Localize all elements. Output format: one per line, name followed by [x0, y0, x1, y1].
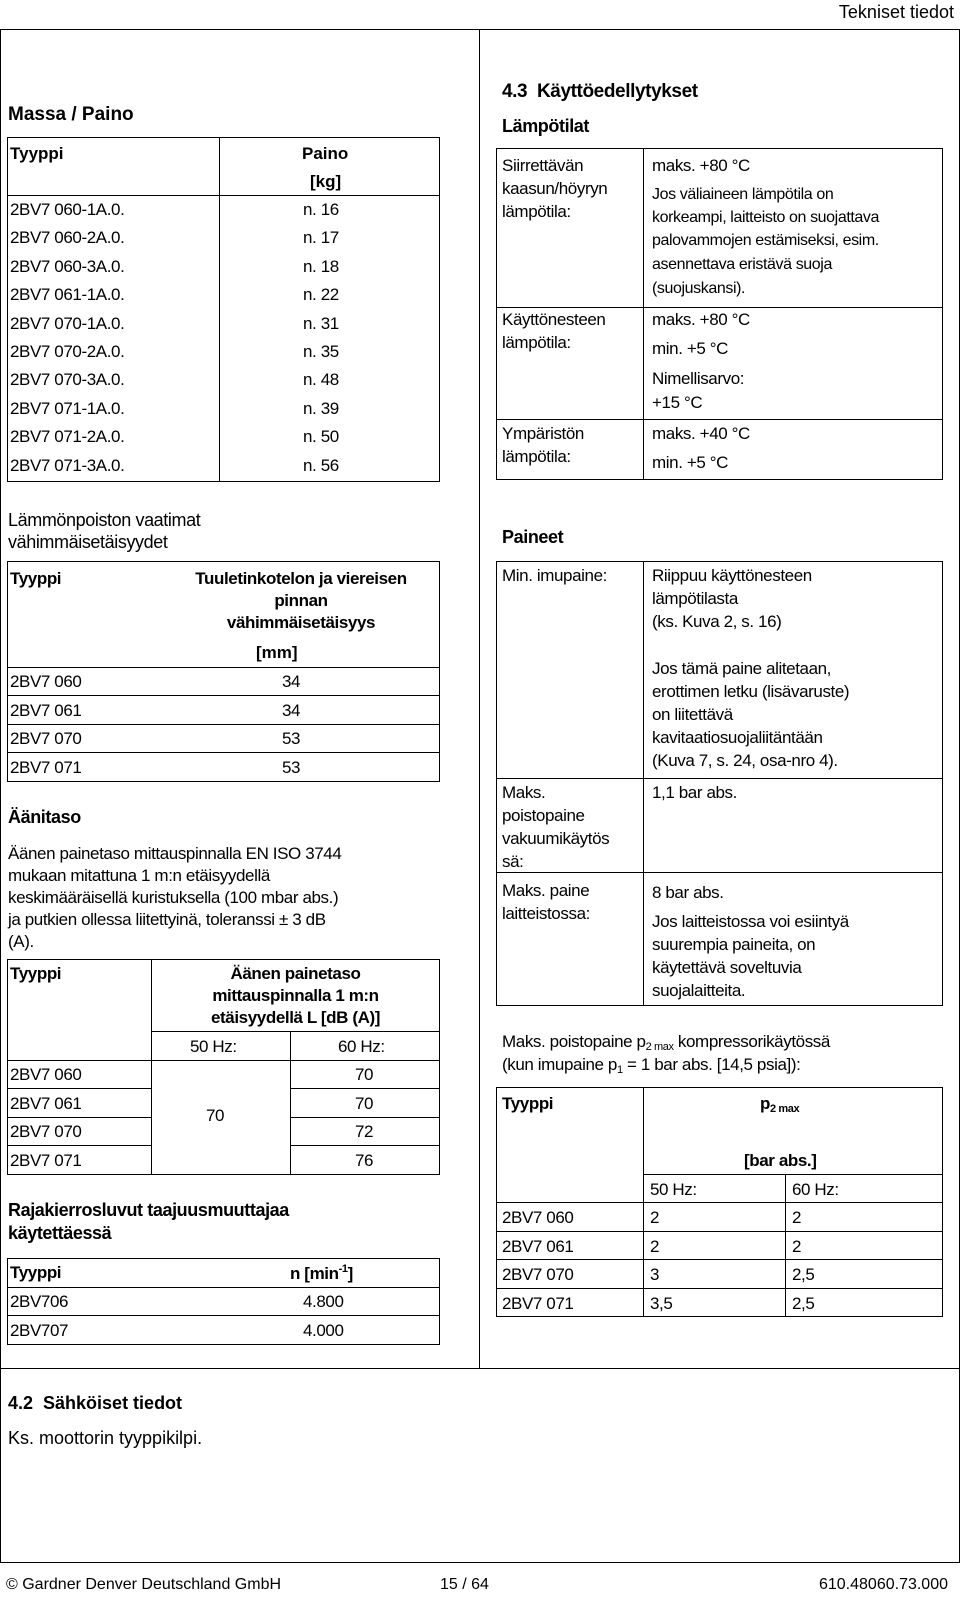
gas-note-4: asennettava eristävä suoja	[652, 256, 832, 273]
mass-row-type: 2BV7 071-1A.0.	[10, 398, 125, 418]
op-label-2: lämpötila:	[502, 333, 571, 352]
p2-col-type: Tyyppi	[502, 1094, 554, 1113]
env-min: min. +5 °C	[652, 453, 729, 472]
p2max-line-1: Maks. poistopaine $p_{2 max}$ kompressorikäytössä	[502, 1032, 830, 1053]
mass-col-weight: Paino	[302, 144, 349, 163]
speed-row-type: 2BV706	[10, 1292, 69, 1311]
cooling-col-dist-2: pinnan	[274, 591, 328, 610]
footer-docnum: 610.48060.73.000	[818, 1576, 948, 1593]
noise-row-type: 2BV7 060	[10, 1065, 82, 1084]
mass-col-unit: [kg]	[310, 172, 342, 191]
speed-col-n: n $[\min^{-1}]$	[290, 1263, 353, 1283]
cooling-row-type: 2BV7 060	[10, 672, 82, 691]
noise-col-head-1: Äänen painetaso	[230, 964, 361, 983]
p2-row-type: 2BV7 061	[502, 1236, 574, 1256]
mass-row-type: 2BV7 071-3A.0.	[10, 455, 125, 475]
noise-para-2: mukaan mitattuna 1 m:n etäisyydellä	[8, 866, 270, 885]
op-label-1: Käyttönesteen	[502, 310, 606, 329]
sys-note-1: Jos laitteistossa voi esiintyä	[652, 912, 849, 931]
mass-row-weight: n. 18	[303, 256, 339, 276]
p2-row-type: 2BV7 071	[502, 1293, 574, 1313]
env-max: maks. +40 °C	[652, 424, 750, 443]
mass-row-type: 2BV7 070-2A.0.	[10, 342, 125, 361]
speed-row-value: 4.800	[303, 1292, 344, 1311]
mass-heading: Massa / Paino	[8, 104, 134, 125]
mass-row-weight: n. 17	[303, 228, 339, 248]
p2-col-50hz: 50 Hz:	[650, 1180, 697, 1199]
gas-label-3: lämpötila:	[502, 202, 571, 221]
cooling-row-value: 53	[282, 729, 301, 749]
footer-page: 15 / 64	[440, 1576, 489, 1593]
p2-col-p: $p_{2 max}$	[760, 1094, 800, 1115]
min-pressure-val-3: (ks. Kuva 2, s. 16)	[652, 612, 782, 631]
mass-row-type: 2BV7 061-1A.0.	[10, 285, 125, 305]
p2-row-type: 2BV7 060	[502, 1208, 574, 1227]
cooling-heading-2: vähimmäisetäisyydet	[8, 532, 168, 552]
p2-row-60hz: 2	[792, 1208, 802, 1227]
env-label-1: Ympäristön	[502, 424, 584, 443]
vac-value: 1,1 bar abs.	[652, 783, 737, 802]
mass-row-weight: n. 35	[303, 342, 339, 361]
cooling-row-value: 34	[282, 700, 301, 720]
mass-row-type: 2BV7 071-2A.0.	[10, 427, 125, 447]
gas-note-3: palovammojen estämiseksi, esim.	[652, 232, 879, 249]
speed-heading-1: Rajakierrosluvut taajuusmuuttajaa	[8, 1200, 289, 1220]
gas-note-5: (suojuskansi).	[652, 280, 746, 297]
frame-left	[0, 29, 1, 1562]
sys-value: 8 bar abs.	[652, 883, 724, 902]
mass-row-weight: n. 39	[303, 398, 339, 418]
mass-row-weight: n. 31	[303, 313, 339, 333]
vac-label-4: sä:	[502, 852, 524, 871]
sys-note-2: suurempia paineita, on	[652, 935, 816, 954]
cooling-row-type: 2BV7 070	[10, 729, 82, 749]
cooling-col-dist-3: vähimmäisetäisyys	[226, 613, 376, 632]
mass-row-weight: n. 50	[303, 427, 339, 447]
temps-heading: Lämpötilat	[502, 116, 590, 136]
p2-row-50hz: 2	[650, 1236, 660, 1256]
env-label-2: lämpötila:	[502, 447, 571, 466]
pressures-heading: Paineet	[502, 527, 564, 547]
mass-row-weight: n. 56	[303, 455, 339, 475]
mass-row-type: 2BV7 070-1A.0.	[10, 313, 125, 333]
min-pressure-val-2: lämpötilasta	[652, 589, 738, 608]
noise-row-60hz: 70	[355, 1093, 374, 1113]
noise-row-60hz: 70	[355, 1065, 374, 1084]
p2-row-50hz: 2	[650, 1208, 660, 1227]
p2-row-50hz: 3	[650, 1265, 660, 1285]
header-rule	[0, 29, 960, 30]
op-max: maks. +80 °C	[652, 310, 750, 329]
vac-label-3: vakuumikäytös	[502, 829, 610, 848]
mass-row-type: 2BV7 070-3A.0.	[10, 370, 125, 390]
noise-col-50hz: 50 Hz:	[190, 1037, 237, 1056]
p2-col-60hz: 60 Hz:	[792, 1180, 839, 1199]
cooling-heading-1: Lämmönpoiston vaatimat	[8, 510, 201, 530]
sys-label-1: Maks. paine	[502, 881, 590, 900]
footer-company: © Gardner Denver Deutschland GmbH	[6, 1576, 282, 1593]
noise-col-head-2: mittauspinnalla 1 m:n	[212, 986, 379, 1005]
noise-row-60hz: 72	[355, 1122, 374, 1142]
cooling-row-value: 53	[282, 757, 301, 777]
noise-row-type: 2BV7 061	[10, 1093, 82, 1113]
p2-row-60hz: 2,5	[792, 1293, 815, 1313]
cooling-col-dist-1: Tuuletinkotelon ja viereisen	[195, 569, 407, 588]
p2-row-type: 2BV7 070	[502, 1265, 574, 1285]
min-pressure-note-3: on liitettävä	[652, 705, 733, 724]
cooling-row-type: 2BV7 061	[10, 700, 82, 720]
noise-col-60hz: 60 Hz:	[338, 1037, 385, 1056]
electrical-text: Ks. moottorin tyyppikilpi.	[8, 1428, 203, 1448]
noise-para-4: ja putkien ollessa liitettyinä, toleranssi ± 3 dB	[8, 910, 326, 929]
min-pressure-note-1: Jos tämä paine alitetaan,	[652, 659, 832, 678]
min-pressure-note-2: erottimen letku (lisävaruste)	[652, 682, 850, 701]
mass-row-type: 2BV7 060-2A.0.	[10, 228, 125, 248]
frame-divider	[479, 29, 480, 1369]
mass-row-weight: n. 16	[303, 200, 339, 219]
vac-label-1: Maks.	[502, 783, 546, 802]
p2-row-50hz: 3,5	[650, 1293, 673, 1313]
min-pressure-note-5: (Kuva 7, s. 24, osa-nro 4).	[652, 751, 838, 770]
op-nominal-1: Nimellisarvo:	[652, 369, 745, 388]
p2max-line-2: (kun imupaine $p_1 = 1$ bar abs. [14,5 psia]):	[502, 1055, 801, 1076]
noise-para-1: Äänen painetaso mittauspinnalla EN ISO 3744	[8, 844, 342, 863]
gas-label-1: Siirrettävän	[502, 156, 584, 175]
noise-para-3: keskimääräisellä kuristuksella (100 mbar abs.)	[8, 888, 339, 907]
gas-note-1: Jos väliaineen lämpötila on	[652, 186, 834, 203]
gas-note-2: korkeampi, laitteisto on suojattava	[652, 209, 880, 226]
op-min: min. +5 °C	[652, 339, 729, 358]
frame-mid-rule	[0, 1368, 960, 1369]
noise-merged-50hz: 70	[206, 1106, 225, 1125]
speed-row-type: 2BV707	[10, 1320, 69, 1340]
noise-heading: Äänitaso	[8, 807, 81, 827]
cooling-row-type: 2BV7 071	[10, 757, 82, 777]
noise-col-type: Tyyppi	[10, 964, 62, 983]
electrical-heading: 4.2 Sähköiset tiedot	[8, 1393, 183, 1413]
mass-row-type: 2BV7 060-3A.0.	[10, 256, 125, 276]
mass-row-type: 2BV7 060-1A.0.	[10, 200, 125, 219]
page-header-title: Tekniset tiedot	[838, 2, 954, 22]
p2-col-unit: [bar abs.]	[744, 1151, 817, 1170]
noise-row-type: 2BV7 070	[10, 1122, 82, 1142]
p2-row-60hz: 2,5	[792, 1265, 815, 1285]
sys-note-4: suojalaitteita.	[652, 981, 746, 1000]
noise-col-head-3: etäisyydellä L [dB (A)]	[210, 1008, 381, 1027]
speed-col-type: Tyyppi	[10, 1263, 62, 1282]
min-pressure-note-4: kavitaatiosuojaliitäntään	[652, 728, 823, 747]
conditions-heading: 4.3 Käyttöedellytykset	[502, 81, 698, 102]
speed-heading-2: käytettäessä	[8, 1223, 112, 1243]
min-pressure-val-1: Riippuu käyttönesteen	[652, 566, 812, 585]
sys-note-3: käytettävä soveltuvia	[652, 958, 802, 977]
mass-row-weight: n. 48	[303, 370, 339, 390]
op-nominal-2: +15 °C	[652, 393, 703, 412]
cooling-col-unit: [mm]	[256, 643, 298, 662]
mass-row-weight: n. 22	[303, 285, 339, 305]
speed-row-value: 4.000	[303, 1320, 344, 1340]
gas-label-2: kaasun/höyryn	[502, 179, 608, 198]
vac-label-2: poistopaine	[502, 806, 585, 825]
sys-label-2: laitteistossa:	[502, 904, 590, 923]
noise-row-type: 2BV7 071	[10, 1150, 82, 1170]
cooling-col-type: Tyyppi	[10, 569, 62, 588]
gas-max: maks. +80 °C	[652, 156, 750, 175]
noise-para-5: (A).	[8, 932, 34, 951]
mass-col-type: Tyyppi	[10, 144, 64, 163]
footer-rule	[0, 1562, 960, 1563]
p2-row-60hz: 2	[792, 1236, 802, 1256]
noise-row-60hz: 76	[355, 1150, 374, 1170]
min-pressure-label: Min. imupaine:	[502, 566, 607, 585]
cooling-row-value: 34	[282, 672, 301, 691]
